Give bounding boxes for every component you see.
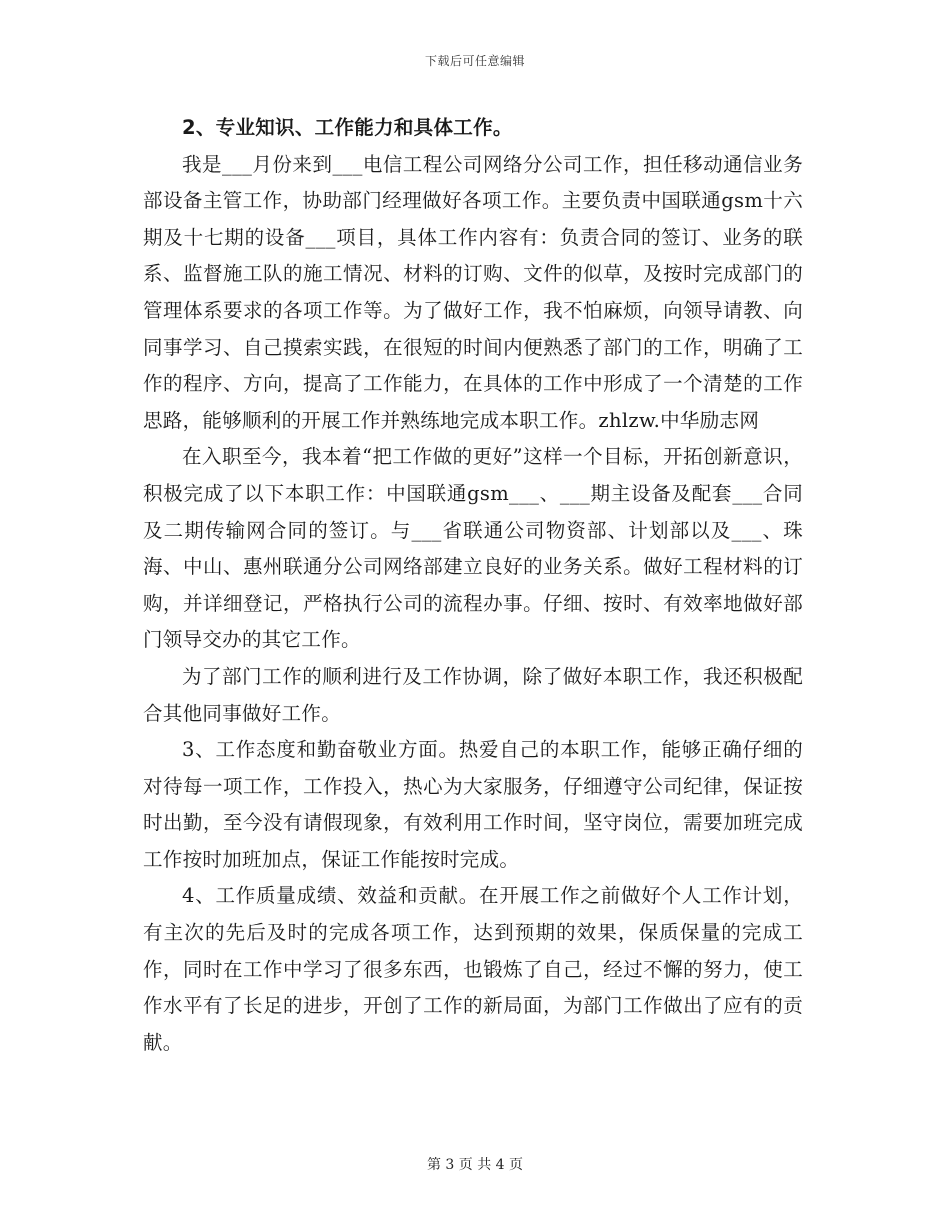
paragraph: 我是___月份来到___电信工程公司网络分公司工作，担任移动通信业务部设备主管工作，协助部门经理做好各项工作。主要负责中国联通gsm十六期及十七期的设备___项目，具体工作内容有：负责合同的签订、业务的联系、监督施工队的施工情况、材料的订购、文件的似草，及按时完成部门的管理体系要求的各项工作等。为了做好工作，我不怕麻烦，向领导请教、向同事学习、自己摸索实践，在很短的时间内便熟悉了部门的工作，明确了工作的程序、方向，提高了工作能力，在具体的工作中形成了一个清楚的工作思路，能够顺利的开展工作并熟练地完成本职工作。zhlzw.中华励志网 [143, 152, 803, 432]
paragraph: 3、工作态度和勤奋敬业方面。热爱自己的本职工作，能够正确仔细的对待每一项工作，工作投入，热心为大家服务，仔细遵守公司纪律，保证按时出勤，至今没有请假现象，有效利用工作时间，坚守岗位，需要加班完成工作按时加班加点，保证工作能按时完成。 [143, 738, 803, 871]
page-footer: 第 3 页 共 4 页 [426, 1157, 524, 1173]
paragraph: 在入职至今，我本着“把工作做的更好”这样一个目标，开拓创新意识，积极完成了以下本职工作：中国联通gsm___、___期主设备及配套___合同及二期传输网合同的签订。与___省联通公司物资部、计划部以及___、珠海、中山、惠州联通分公司网络部建立良好的业务关系。做好工程材料的订购，并详细登记，严格执行公司的流程办事。仔细、按时、有效率地做好部门领导交办的其它工作。 [143, 445, 803, 652]
paragraph: 为了部门工作的顺利进行及工作协调，除了做好本职工作，我还积极配合其他同事做好工作。 [143, 664, 803, 725]
document-body [143, 110, 803, 1061]
section-heading: 2、专业知识、工作能力和具体工作。 [182, 116, 513, 139]
paragraph: 4、工作质量成绩、效益和贡献。在开展工作之前做好个人工作计划，有主次的先后及时的完成各项工作，达到预期的效果，保质保量的完成工作，同时在工作中学习了很多东西，也锻炼了自己，经过不懈的努力，使工作水平有了长足的进步，开创了工作的新局面，为部门工作做出了应有的贡献。 [143, 884, 803, 1054]
page-header: 下载后可任意编辑 [424, 54, 525, 68]
